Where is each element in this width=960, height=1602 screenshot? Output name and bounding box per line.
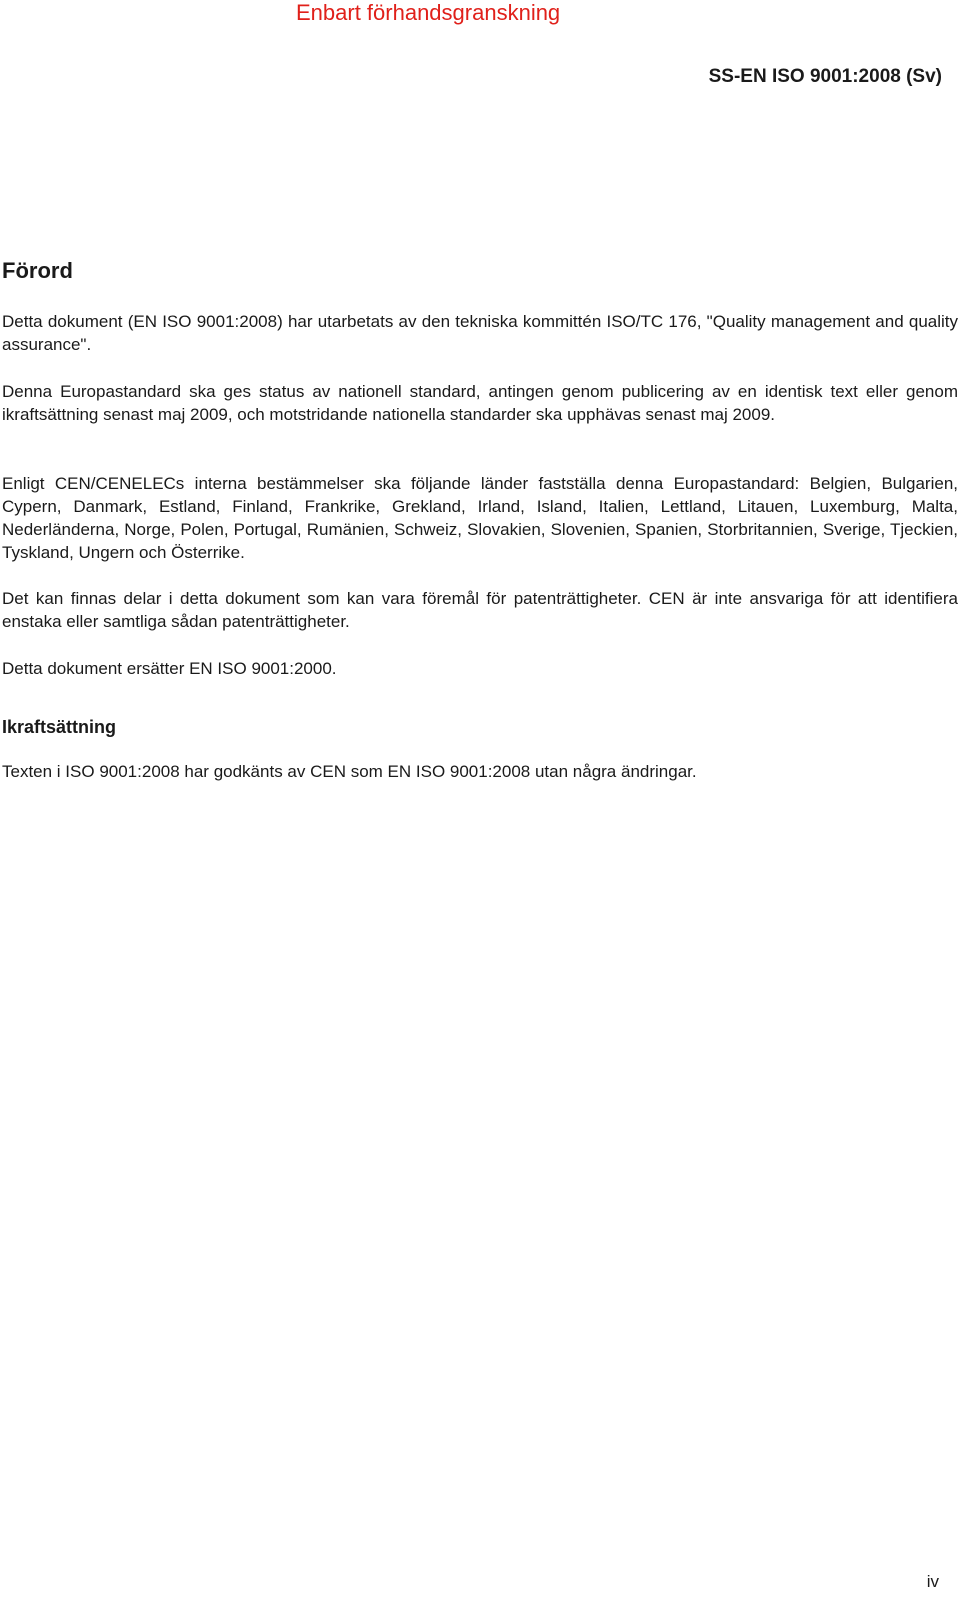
endorsement-heading: Ikraftsättning: [2, 717, 117, 737]
foreword-paragraph-countries: Enligt CEN/CENELECs interna bestämmelser ska följande länder fastställa denna Europastandard: Belgien, Bulgarien, Cypern, Danmark, Estland, Finland, Frankrike, Grekland, Irland, Island, Italien, Lettland, Litauen, Luxemburg, Malta, Nederländerna, Norge, Polen, Portugal, Rumänien, Schweiz, Slovakien, Slovenien, Spanien, Storbritannien, Sverige, Tjeckien, Tyskland, Ungern och Österrike.: [2, 474, 958, 562]
endorsement-paragraph: Texten i ISO 9001:2008 har godkänts av CEN som EN ISO 9001:2008 utan några ändringar.: [2, 762, 697, 781]
foreword-paragraph-committee: Detta dokument (EN ISO 9001:2008) har utarbetats av den tekniska kommittén ISO/TC 176, "Quality management and quality assurance".: [2, 312, 958, 354]
foreword-paragraph-replaces: Detta dokument ersätter EN ISO 9001:2000.: [2, 659, 337, 678]
page-number: iv: [926, 1572, 939, 1591]
standard-identifier: SS-EN ISO 9001:2008 (Sv): [708, 66, 942, 87]
preview-watermark: Enbart förhandsgranskning: [296, 0, 561, 25]
foreword-paragraph-patents: Det kan finnas delar i detta dokument som kan vara föremål för patenträttigheter. CEN är inte ansvariga för att identifiera enstaka eller samtliga sådan patenträttigheter.: [2, 589, 958, 631]
foreword-paragraph-status: Denna Europastandard ska ges status av nationell standard, antingen genom publicering av en identisk text eller genom ikraftsättning senast maj 2009, och motstridande nationella standarder ska upphävas senast maj 2009.: [2, 382, 958, 424]
foreword-heading: Förord: [2, 258, 73, 283]
